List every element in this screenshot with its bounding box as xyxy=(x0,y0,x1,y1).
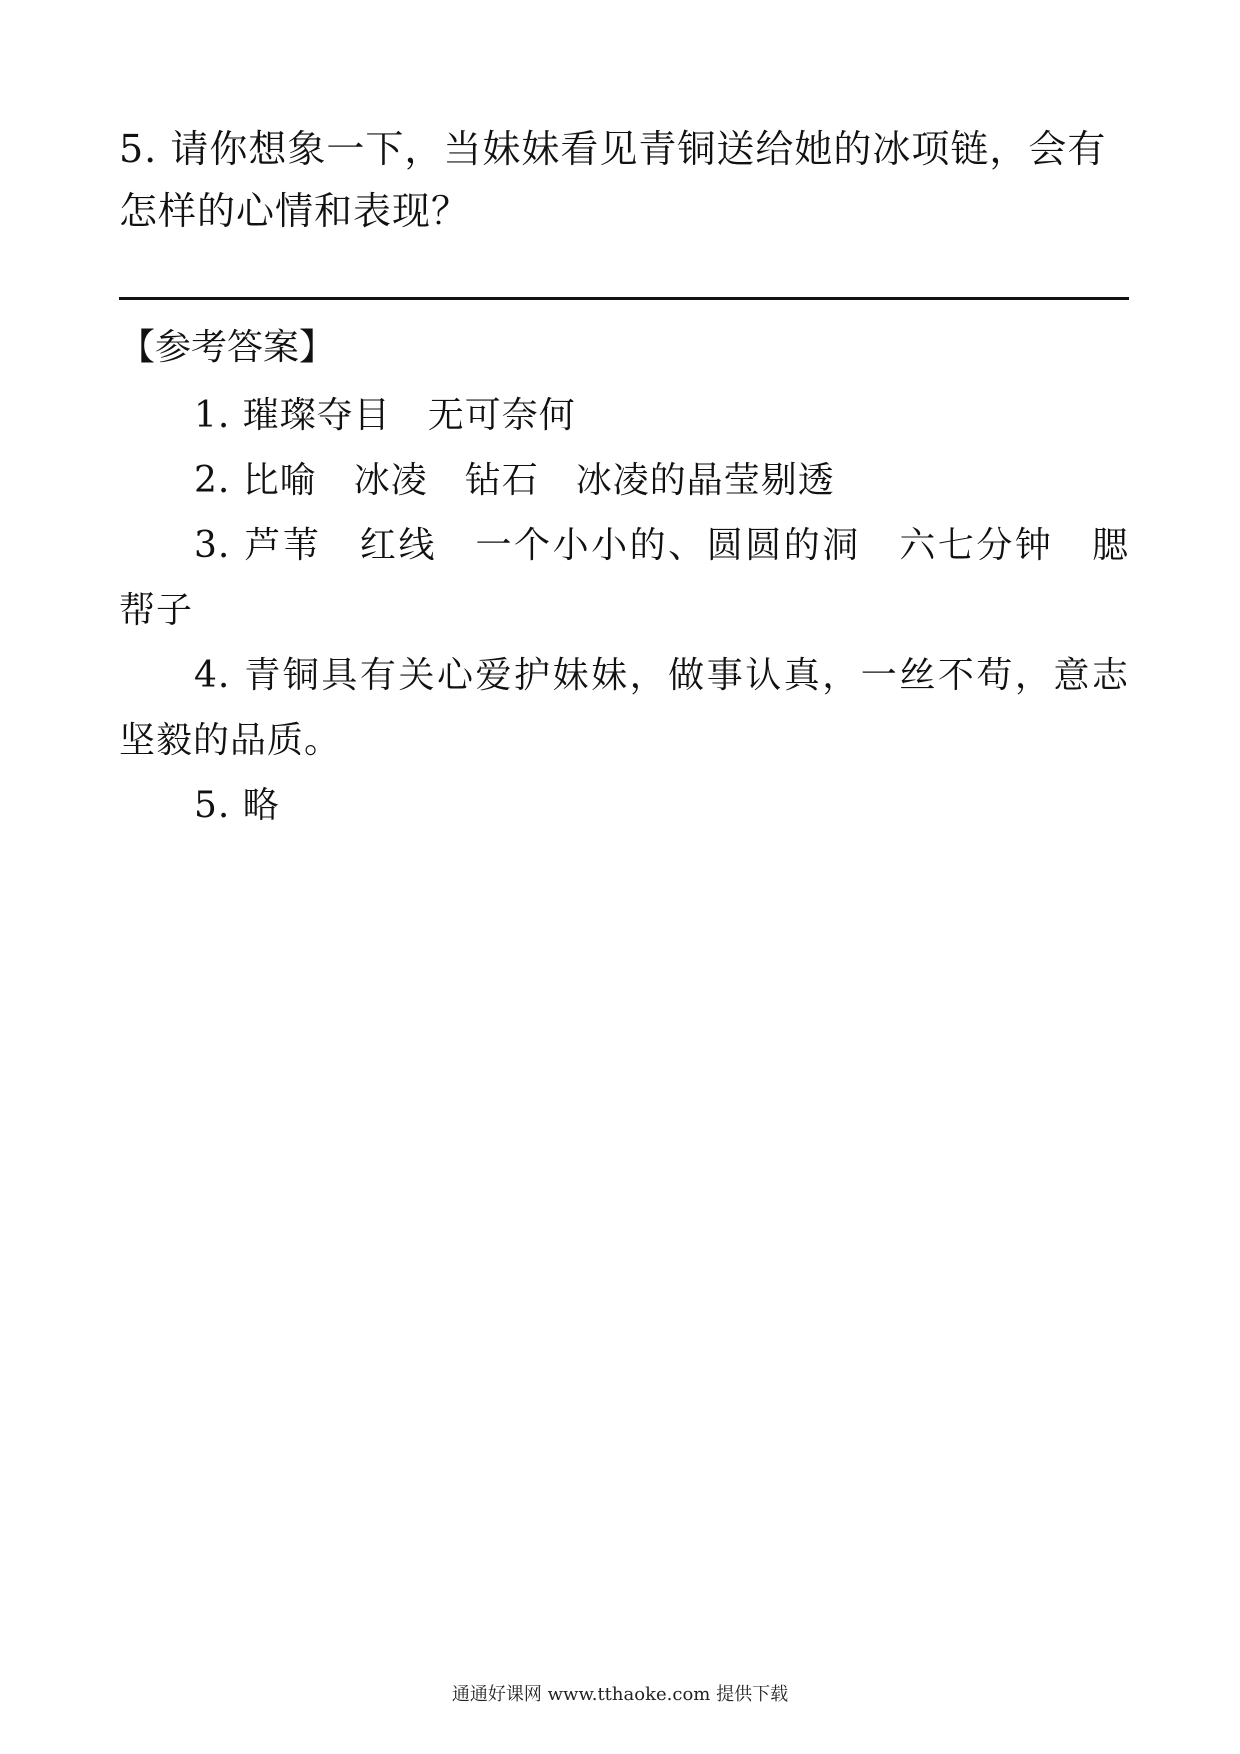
footer-credit: 通通好课网 www.tthaoke.com 提供下载 xyxy=(451,1684,789,1705)
answer-item: 4. 青铜具有关心爱护妹妹，做事认真，一丝不苟，意志坚毅的品质。 xyxy=(119,655,1129,761)
answer-item: 5. 略 xyxy=(194,785,280,826)
answer-item: 1. 璀璨夺目 无可奈何 xyxy=(194,395,576,436)
question-5: 5. 请你想象一下，当妹妹看见青铜送给她的冰项链，会有怎样的心情和表现？ xyxy=(119,127,1107,233)
answer-list xyxy=(119,383,1129,838)
answers-heading: 【参考答案】 xyxy=(119,327,336,368)
answer-item: 2. 比喻 冰凌 钻石 冰凌的晶莹剔透 xyxy=(194,460,835,501)
answer-item: 3. 芦苇 红线 一个小小的、圆圆的洞 六七分钟 腮帮子 xyxy=(119,525,1129,631)
answer-write-line xyxy=(119,297,1129,300)
